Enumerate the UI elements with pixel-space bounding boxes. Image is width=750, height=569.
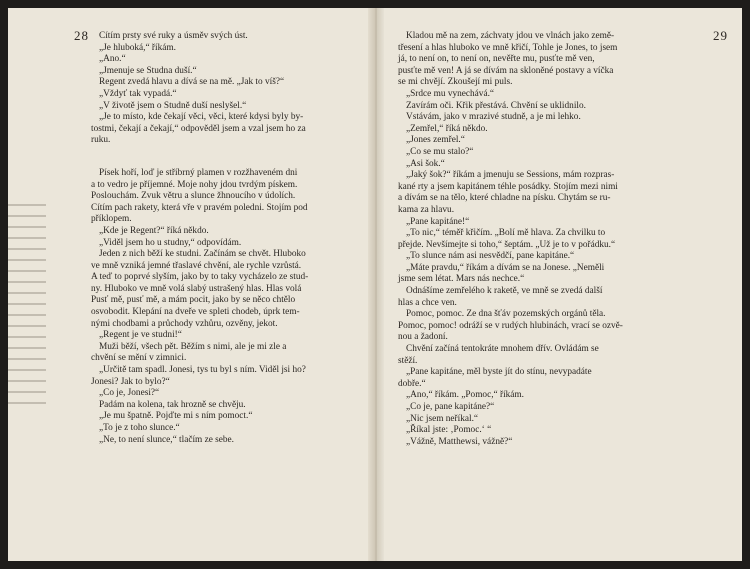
bleed-through-text xyxy=(8,204,46,404)
text-line: „Je hluboká,“ říkám. xyxy=(99,42,176,53)
text-line: příklopem. xyxy=(91,214,132,225)
text-line: hlas a chce ven. xyxy=(398,297,457,308)
text-line: přejde. Nevšímejte si toho,“ šeptám. „Už je to v pořádku.“ xyxy=(398,239,616,250)
text-line: „Ano.“ xyxy=(99,54,126,65)
text-line: třesení a hlas hluboko ve mně křičí, Tohle je Jones, to jsem xyxy=(398,42,618,53)
text-line: „Pane kapitáne!“ xyxy=(406,216,470,227)
text-line: Kladou mě na zem, záchvaty jdou ve vlnách jako země- xyxy=(406,31,615,41)
left-section-1 xyxy=(91,31,357,147)
text-line: „Co se mu stalo?“ xyxy=(406,146,474,157)
right-page xyxy=(376,8,742,561)
text-line: „Je mu špatně. Pojďte mi s ním pomoct.“ xyxy=(99,411,253,422)
text-line: „Zemřel,“ říká někdo. xyxy=(406,123,488,134)
text-line: „Co je, Jonesi?“ xyxy=(99,388,160,399)
text-line: kané rty a jsem kapitánem téhle posádky. Stojím mezi nimi xyxy=(398,181,618,192)
text-line: Cítím prsty své ruky a úsměv svých úst. xyxy=(99,31,248,41)
text-line: Vstávám, jako v mrazivé studně, a je mi lehko. xyxy=(406,112,581,123)
text-line: Cítím pach rakety, která vře v pravém poledni. Stojím pod xyxy=(91,202,308,213)
text-line: „Jmenuje se Studna duší.“ xyxy=(99,65,197,76)
left-page xyxy=(8,8,375,561)
text-line: „Kde je Regent?“ říká někdo. xyxy=(99,225,209,236)
text-line: „To je z toho slunce.“ xyxy=(99,423,180,433)
text-line: „Máte pravdu,“ říkám a dívám se na Jonese. „Neměli xyxy=(406,262,605,273)
right-page-text xyxy=(398,31,690,448)
text-line: A teď to poprvé slyším, jako by to taky vycházelo ze stud- xyxy=(91,272,309,283)
text-line: nou a žadoní. xyxy=(398,332,448,343)
text-line: „Říkal jste: ‚Pomoc.‘ “ xyxy=(406,425,492,436)
text-line: a to vedro je příjemné. Moje nohy jdou tvrdým pískem. xyxy=(91,179,298,190)
text-line: Regent zvedá hlavu a dívá se na mě. „Jak to víš?“ xyxy=(99,77,285,88)
text-line: „Co je, pane kapitáne?“ xyxy=(406,402,495,412)
section-break xyxy=(91,147,357,168)
text-line: „Asi šok.“ xyxy=(406,158,445,169)
text-line: „To slunce nám asi nesvědčí, pane kapitáne.“ xyxy=(406,251,575,262)
text-line: „Pane kapitáne, měl byste jít do stínu, nevypadáte xyxy=(406,367,592,378)
page-number-right: 29 xyxy=(713,28,728,43)
right-section xyxy=(398,31,690,448)
text-line: „V životě jsem o Studně duší neslyšel.“ xyxy=(99,100,247,111)
text-line: Padám na kolena, tak hrozně se chvěju. xyxy=(99,399,246,410)
text-line: „Jaký šok?“ říkám a jmenuju se Sessions, mám rozpras- xyxy=(406,170,615,181)
text-line: Odnášíme zemřelého k raketě, ve mně se zvedá další xyxy=(406,286,603,297)
text-line: Pusť mě, pusť mě, a mám pocit, jako by se něco chtělo xyxy=(91,295,296,306)
left-page-text xyxy=(91,31,357,446)
left-section-2 xyxy=(91,168,357,446)
text-line: Chvění začíná tentokráte mnohem dřív. Ovládám se xyxy=(406,344,599,355)
text-line: „Je to místo, kde čekají věci, věci, které kdysi byly by- xyxy=(99,112,304,123)
text-line: osvobodit. Klepání na dveře ve spleti chodeb, úprk tem- xyxy=(91,307,300,318)
text-line: Písek hoří, loď je stříbrný plamen v rozžhaveném dni xyxy=(99,167,298,178)
text-line: „Jones zemřel.“ xyxy=(406,135,465,146)
text-line: Zavírám oči. Křik přestává. Chvění se uklidnilo. xyxy=(406,100,586,111)
text-line: nými chodbami a průchody vzhůru, ozvěny, jekot. xyxy=(91,318,278,329)
text-line: Poslouchám. Zvuk větru a slunce žhnoucího v údolích. xyxy=(91,191,296,202)
text-line: Jonesi? Jak to bylo?“ xyxy=(91,376,170,387)
text-line: „Regent je ve studni!“ xyxy=(99,330,182,341)
text-line: chvění se mění v zimnici. xyxy=(91,353,187,364)
text-line: kama za hlavu. xyxy=(398,204,455,215)
text-line: „Vážně, Matthewsi, vážně?“ xyxy=(406,436,513,447)
text-line: ny. Hluboko ve mně volá slabý ustrašený hlas. Hlas volá xyxy=(91,283,302,294)
text-line: se mi chvějí. Zkoušejí mi puls. xyxy=(398,77,513,88)
text-line: Muži běží, všech pět. Běžím s nimi, ale je mi zle a xyxy=(99,341,287,352)
text-line: Pomoc, pomoc. Ze dna šťáv pozemských orgánů těla. xyxy=(406,309,606,320)
book-gutter xyxy=(368,8,384,561)
page-number-left: 28 xyxy=(74,28,89,43)
text-line: pusťte mě ven! A já se dívám na skloněné postavy a víčka xyxy=(398,65,614,76)
text-line: „Ano,“ říkám. „Pomoc,“ říkám. xyxy=(406,390,524,401)
text-line: Pomoc, pomoc! odráží se v rudých hlubinách, vrací se ozvě- xyxy=(398,320,623,331)
text-line: Jeden z nich běží ke studni. Začínám se chvět. Hluboko xyxy=(99,249,306,260)
text-line: já, to není on, to není on, nevěřte mu, pusťte mě ven, xyxy=(398,54,595,65)
text-line: „Srdce mu vynechává.“ xyxy=(406,88,495,99)
text-line: a dívám se na tělo, které chladne na písku. Chytám se ru- xyxy=(398,193,611,204)
text-line: jsme sem létat. Mars nás nechce.“ xyxy=(398,274,525,285)
text-line: „Viděl jsem ho u studny,“ odpovídám. xyxy=(99,237,242,248)
text-line: „Nic jsem neříkal.“ xyxy=(406,413,479,424)
text-line: tostmi, čekají a čekají,“ odpověděl jsem a vzal jsem ho za xyxy=(91,123,306,134)
text-line: stěží. xyxy=(398,355,418,366)
text-line: „Ne, to není slunce,“ tlačím ze sebe. xyxy=(99,434,235,445)
text-line: ve mně vzniká jemné třaslavé chvění, ale rychle vzrůstá. xyxy=(91,260,302,271)
text-line: „Určitě tam spadl. Jonesi, tys tu byl s ním. Viděl jsi ho? xyxy=(99,365,306,376)
text-line: „To nic,“ téměř křičím. „Bolí mě hlava. Za chvilku to xyxy=(406,228,606,239)
book-spread xyxy=(8,8,742,561)
text-line: ruku. xyxy=(91,135,111,146)
text-line: dobře.“ xyxy=(398,378,426,389)
text-line: „Vždyť tak vypadá.“ xyxy=(99,88,177,99)
